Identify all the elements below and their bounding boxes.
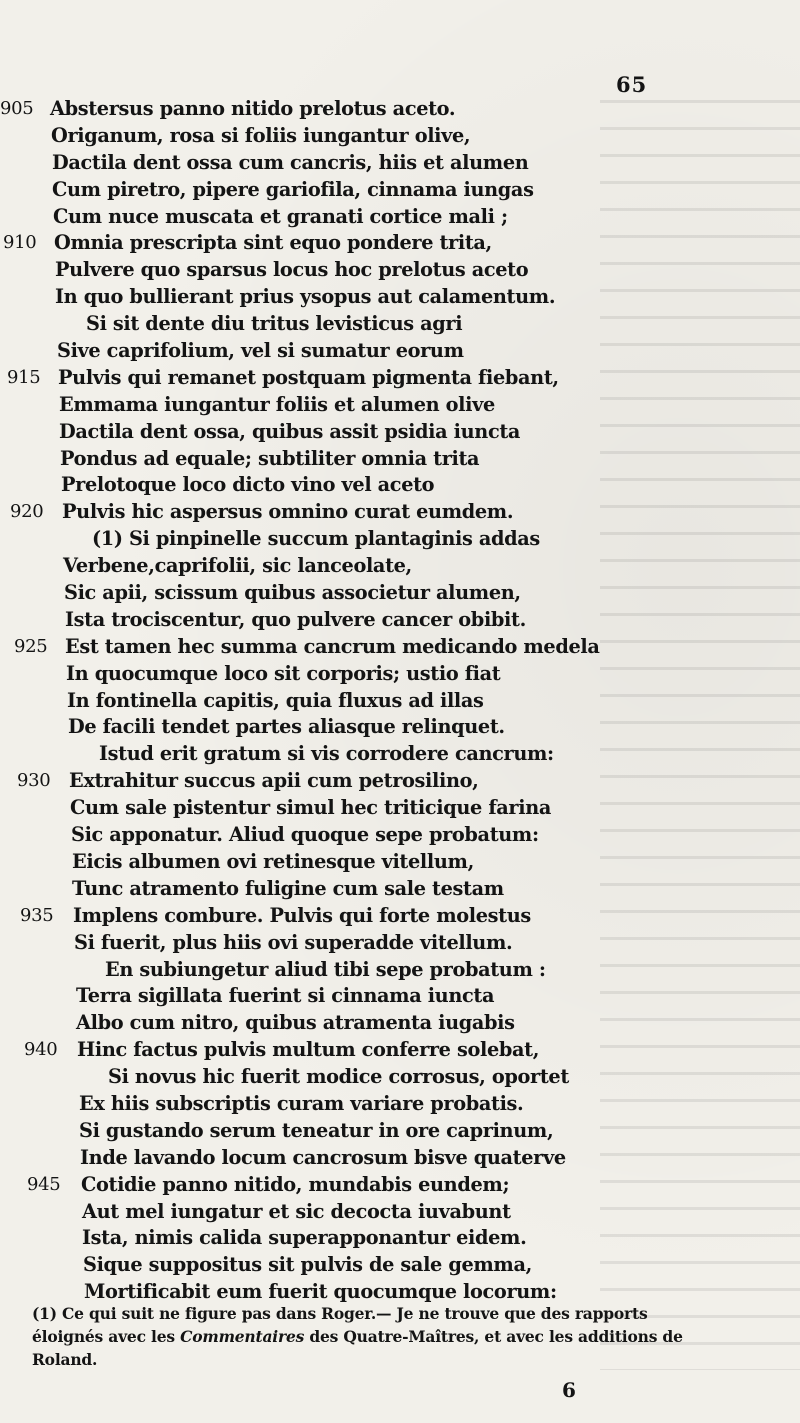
verse-line: [0, 903, 800, 930]
verse-line: [0, 1252, 800, 1279]
verse-text: Verbene,caprifolii, sic lanceolate,: [63, 554, 412, 578]
verse-number: 940: [24, 1039, 58, 1061]
verse-line: [0, 472, 800, 499]
footnote: [32, 1302, 712, 1371]
verse-line: [0, 1010, 800, 1037]
verse-line: [0, 607, 800, 634]
verse-text: (1) Si pinpinelle succum plantaginis addas: [92, 527, 540, 551]
verse-line: [0, 661, 800, 688]
verse-line: [0, 795, 800, 822]
verse-text: Est tamen hec summa cancrum medicando medela: [65, 634, 600, 658]
verse-text: Terra sigillata fuerint si cinnama iuncta: [76, 984, 495, 1008]
verse-number: 925: [14, 635, 48, 657]
verse-text: En subiungetur aliud tibi sepe probatum :: [105, 957, 546, 981]
verse-text: Albo cum nitro, quibus atramenta iugabis: [76, 1011, 515, 1035]
verse-text: Si fuerit, plus hiis ovi superadde vitellum.: [74, 930, 513, 954]
verse-text: De facili tendet partes aliasque relinquet.: [68, 715, 505, 739]
verse-text: Sic apii, scissum quibus associetur alumen,: [64, 581, 521, 605]
verse-text: Si gustando serum teneatur in ore caprinum,: [79, 1118, 554, 1142]
verse-line: [0, 365, 800, 392]
verse-text: Ista, nimis calida superapponantur eidem.: [82, 1226, 527, 1250]
verse-text: Sic apponatur. Aliud quoque sepe probatum:: [71, 823, 539, 847]
verse-line: [0, 876, 800, 903]
verse-line: [0, 580, 800, 607]
verse-line: [0, 634, 800, 661]
verse-line: [0, 230, 800, 257]
verse-text: Prelotoque loco dicto vino vel aceto: [61, 473, 435, 497]
verse-line: [0, 849, 800, 876]
verse-line: [0, 714, 800, 741]
verse-line: [0, 983, 800, 1010]
verse-line: [0, 553, 800, 580]
verse-line: [0, 1091, 800, 1118]
verse-text: Abstersus panno nitido prelotus aceto.: [50, 97, 456, 120]
verse-line: [0, 1145, 800, 1172]
verse-text: Pondus ad equale; subtiliter omnia trita: [60, 446, 480, 470]
footnote-line: [32, 1325, 712, 1348]
verse-text: Istud erit gratum si vis corrodere cancrum:: [99, 742, 554, 766]
verse-line: [0, 392, 800, 419]
verse-line: [0, 338, 800, 365]
verse-text: In quocumque loco sit corporis; ustio fiat: [66, 661, 501, 685]
verse-line: [0, 1037, 800, 1064]
verse-text: Inde lavando locum cancrosum bisve quaterve: [80, 1145, 566, 1169]
verse-line: [0, 1199, 800, 1226]
signature-mark: 6: [562, 1378, 576, 1402]
verse-text: Aut mel iungatur et sic decocta iuvabunt: [82, 1199, 511, 1223]
verse-text: Tunc atramento fuligine cum sale testam: [72, 876, 504, 900]
verse-line: [0, 257, 800, 284]
verse-text: Pulvis qui remanet postquam pigmenta fiebant,: [58, 365, 559, 389]
verse-line: [0, 741, 800, 768]
verse-line: [0, 150, 800, 177]
verse-text: Sique suppositus sit pulvis de sale gemma,: [83, 1253, 532, 1277]
footnote-italic-title: Commentaires: [180, 1327, 305, 1346]
verse-text: Dactila dent ossa, quibus assit psidia iuncta: [59, 419, 521, 443]
verse-text: Eicis albumen ovi retinesque vitellum,: [72, 849, 474, 873]
verse-text: Origanum, rosa si foliis iungantur olive,: [51, 123, 471, 147]
verse-text: Si novus hic fuerit modice corrosus, oportet: [108, 1065, 569, 1089]
verse-line: [0, 419, 800, 446]
verse-text: Si sit dente diu tritus levisticus agri: [86, 312, 463, 336]
verse-number: 920: [10, 501, 44, 523]
verse-text: Emmama iungantur foliis et alumen olive: [59, 392, 495, 416]
verse-text: Cum nuce muscata et granati cortice mali ;: [53, 204, 508, 228]
verse-line: [0, 177, 800, 204]
verse-line: [0, 1172, 800, 1199]
verse-line: [0, 1118, 800, 1145]
verse-line: [0, 446, 800, 473]
verse-text: Hinc factus pulvis multum conferre solebat,: [77, 1038, 540, 1062]
verse-text: Sive caprifolium, vel si sumatur eorum: [57, 339, 464, 363]
verse-line: [0, 123, 800, 150]
page-number: 65: [616, 72, 648, 97]
verse-line: [0, 768, 800, 795]
verse-block: [0, 96, 800, 1306]
verse-line: [0, 1064, 800, 1091]
verse-number: 945: [27, 1173, 61, 1195]
verse-text: Cum sale pistentur simul hec triticique farina: [70, 796, 552, 820]
verse-line: [0, 526, 800, 553]
verse-text: Omnia prescripta sint equo pondere trita,: [54, 231, 492, 255]
verse-line: [0, 930, 800, 957]
verse-line: [0, 204, 800, 231]
verse-text: Ex hiis subscriptis curam variare probatis.: [79, 1091, 524, 1115]
verse-line: [0, 311, 800, 338]
verse-number: 905: [0, 98, 34, 119]
verse-text: Implens combure. Pulvis qui forte molestus: [73, 903, 531, 927]
footnote-line: Roland.: [32, 1350, 98, 1369]
verse-text: Mortificabit eum fuerit quocumque locorum:: [84, 1280, 557, 1304]
verse-line: [0, 96, 800, 123]
verse-number: 935: [20, 904, 54, 926]
verse-text: Cotidie panno nitido, mundabis eundem;: [81, 1172, 510, 1196]
footnote-text: éloignés avec les: [32, 1327, 181, 1346]
verse-line: [0, 822, 800, 849]
footnote-text: des Quatre-Maîtres, et avec les additions de: [304, 1327, 683, 1346]
verse-text: In fontinella capitis, quia fluxus ad illas: [67, 688, 484, 712]
footnote-line: (1) Ce qui suit ne figure pas dans Roger.— Je ne trouve que des rapports: [32, 1304, 648, 1323]
verse-number: 930: [17, 770, 51, 792]
verse-line: [0, 1225, 800, 1252]
verse-text: Pulvere quo sparsus locus hoc prelotus aceto: [55, 258, 529, 282]
verse-line: [0, 284, 800, 311]
verse-line: [0, 499, 800, 526]
verse-text: Dactila dent ossa cum cancris, hiis et alumen: [52, 150, 529, 174]
verse-number: 910: [3, 232, 37, 254]
verse-text: Extrahitur succus apii cum petrosilino,: [69, 769, 479, 793]
verse-line: [0, 688, 800, 715]
verse-text: Pulvis hic aspersus omnino curat eumdem.: [62, 500, 514, 524]
verse-line: [0, 957, 800, 984]
verse-text: Ista trociscentur, quo pulvere cancer obibit.: [65, 607, 526, 631]
verse-text: In quo bullierant prius ysopus aut calamentum.: [55, 285, 556, 309]
verse-number: 915: [7, 366, 41, 388]
verse-text: Cum piretro, pipere gariofila, cinnama iungas: [52, 177, 534, 201]
